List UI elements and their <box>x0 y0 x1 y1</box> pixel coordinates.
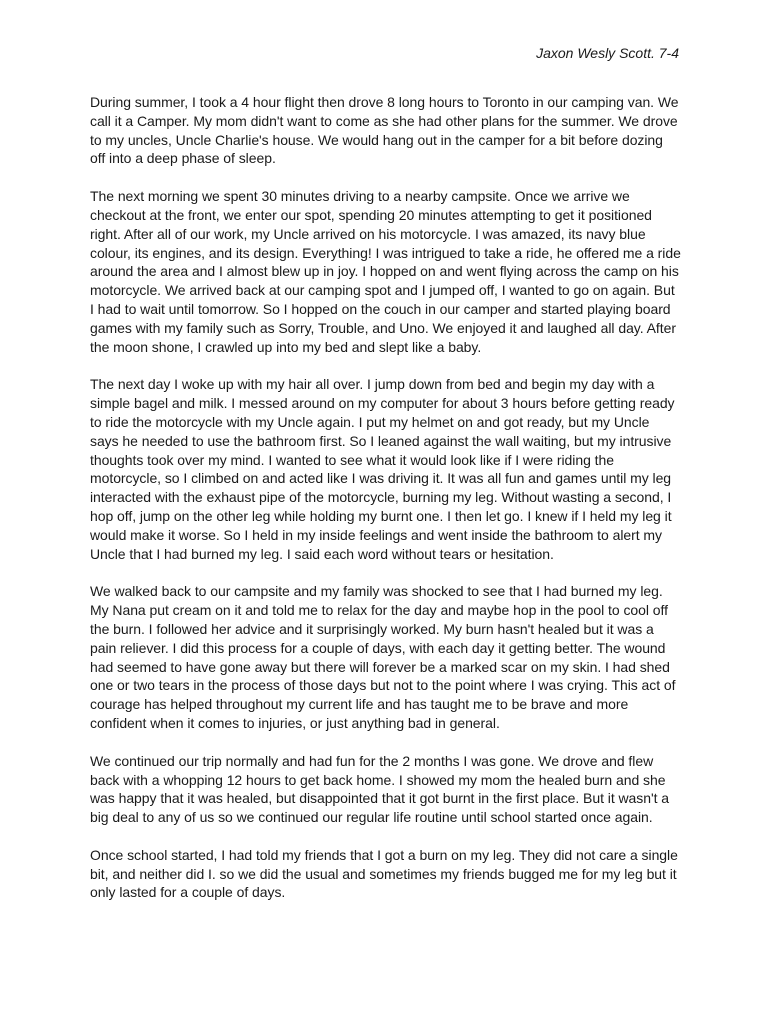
text-line: We walked back to our campsite and my family was shocked to see that I had burned my leg. <box>90 583 663 600</box>
text-line: simple bagel and milk. I messed around on my computer for about 3 hours before getting ready <box>90 395 675 412</box>
paragraph-2 <box>90 187 680 356</box>
text-line: one or two tears in the process of those days but not to the point where I was crying. This act of <box>90 677 676 694</box>
text-line: the moon shone, I crawled up into my bed and slept like a baby. <box>90 338 482 355</box>
paragraph-5 <box>90 752 680 827</box>
text-line: During summer, I took a 4 hour flight then drove 8 long hours to Toronto in our camping van. We <box>90 94 679 110</box>
text-line: My Nana put cream on it and told me to relax for the day and maybe hop in the pool to cool off <box>90 602 668 619</box>
text-line: The next day I woke up with my hair all over. I jump down from bed and begin my day with a <box>90 376 655 393</box>
text-line: had seemed to have gone away but there will forever be a marked scar on my skin. I had shed <box>90 658 670 675</box>
text-line: checkout at the front, we enter our spot, spending 20 minutes attempting to get it positioned <box>90 206 652 223</box>
text-line: bit, and neither did I. so we did the usual and sometimes my friends bugged me for my leg but it <box>90 865 677 882</box>
paragraph-4 <box>90 582 680 732</box>
author-header: Jaxon Wesly Scott. 7-4 <box>536 45 679 61</box>
text-line: confident when it comes to injuries, or just anything bad in general. <box>90 714 500 731</box>
text-line: right. After all of our work, my Uncle arrived on his motorcycle. I was amazed, its navy blue <box>90 225 646 242</box>
text-line: courage has helped throughout my current life and has taught me to be brave and more <box>90 696 629 713</box>
text-line: to my uncles, Uncle Charlie's house. We would hang out in the camper for a bit before dozing <box>90 131 663 148</box>
text-line: hop off, jump on the other leg while holding my burnt one. I then let go. I knew if I held my leg it <box>90 507 672 524</box>
text-line: was happy that it was healed, but disappointed that it got burnt in the first place. But it wasn't a <box>90 790 670 807</box>
text-line: off into a deep phase of sleep. <box>90 150 276 167</box>
text-line: games with my family such as Sorry, Trouble, and Uno. We enjoyed it and laughed all day. After <box>90 319 676 336</box>
text-line: call it a Camper. My mom didn't want to come as she had other plans for the summer. We drove <box>90 112 678 129</box>
text-line: motorcycle. We arrived back at our camping spot and I jumped off, I wanted to go on again. But <box>90 282 675 299</box>
text-line: back with a whopping 12 hours to get back home. I showed my mom the healed burn and she <box>90 771 666 788</box>
text-line: says he needed to use the bathroom first. So I leaned against the wall waiting, but my intrusive <box>90 432 672 449</box>
text-line: motorcycle, so I climbed on and acted like I was driving it. It was all fun and games until my leg <box>90 470 672 487</box>
text-line: We continued our trip normally and had fun for the 2 months I was gone. We drove and flew <box>90 752 654 769</box>
paragraph-6 <box>90 846 680 902</box>
text-line: around the area and I almost blew up in joy. I hopped on and went flying across the camp on his <box>90 263 679 280</box>
text-line: big deal to any of us so we continued our regular life routine until school started once again. <box>90 809 653 826</box>
paragraph-3 <box>90 375 680 563</box>
text-line: thoughts took over my mind. I wanted to see what it would look like if I were riding the <box>90 451 614 468</box>
text-line: the burn. I followed her advice and it surprisingly worked. My burn hasn't healed but it was a <box>90 620 654 637</box>
text-line: colour, its engines, and its design. Everything! I was intrigued to take a ride, he offered me a ride <box>90 244 681 261</box>
text-line: Uncle that I had burned my leg. I said each word without tears or hesitation. <box>90 545 554 562</box>
essay-body <box>90 93 680 921</box>
text-line: to ride the motorcycle with my Uncle again. I put my helmet on and got ready, but my Uncle <box>90 413 650 430</box>
text-line: would make it worse. So I held in my inside feelings and went inside the bathroom to alert my <box>90 526 662 543</box>
text-line: I had to wait until tomorrow. So I hopped on the couch in our camper and started playing board <box>90 300 671 317</box>
text-line: Once school started, I had told my friends that I got a burn on my leg. They did not care a single <box>90 846 678 863</box>
text-line: The next morning we spent 30 minutes driving to a nearby campsite. Once we arrive we <box>90 188 630 205</box>
text-line: pain reliever. I did this process for a couple of days, with each day it getting better. The wound <box>90 639 666 656</box>
text-line: only lasted for a couple of days. <box>90 884 286 901</box>
paragraph-1 <box>90 93 680 168</box>
text-line: interacted with the exhaust pipe of the motorcycle, burning my leg. Without wasting a second, I <box>90 489 672 506</box>
